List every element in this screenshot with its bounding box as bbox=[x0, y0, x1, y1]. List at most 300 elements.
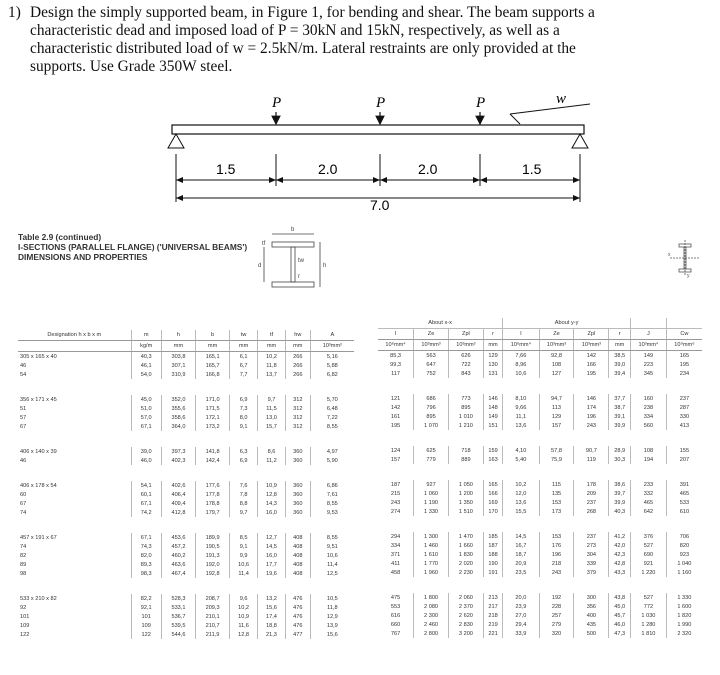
table-cell: 130 bbox=[483, 360, 502, 369]
table-cell: 767 bbox=[390, 630, 401, 637]
table-cell: 209,3 bbox=[196, 603, 230, 612]
table-cell: 54,0 bbox=[131, 370, 161, 379]
table-cell: 895 bbox=[414, 412, 449, 421]
table-cell: 360 bbox=[285, 481, 310, 490]
table-cell: 477 bbox=[285, 630, 310, 639]
table-row bbox=[18, 621, 354, 630]
col-iy: I bbox=[503, 329, 539, 340]
table-cell: 625 bbox=[414, 446, 449, 455]
table-cell: 16,0 bbox=[258, 551, 286, 560]
table-cell: 146 bbox=[574, 394, 609, 403]
group-spacer bbox=[18, 517, 354, 533]
unit-iy: 10⁶mm⁴ bbox=[503, 340, 539, 351]
table-row bbox=[378, 507, 702, 516]
table-cell: 307,1 bbox=[161, 361, 195, 370]
table-cell: 23,9 bbox=[503, 602, 539, 611]
table-cell: 544,6 bbox=[161, 630, 195, 639]
table-cell: 402,6 bbox=[161, 481, 195, 490]
table-cell: 6,1 bbox=[230, 352, 258, 362]
table-cell: 1 820 bbox=[666, 611, 702, 620]
table-cell: 46 bbox=[20, 457, 27, 464]
table-row bbox=[378, 498, 702, 507]
table-cell: 157 bbox=[390, 456, 401, 463]
beam-figure bbox=[0, 92, 720, 212]
table-cell: 7,8 bbox=[230, 490, 258, 499]
table-cell: 213 bbox=[483, 593, 502, 602]
table-cell: 9,6 bbox=[230, 594, 258, 603]
table-cell: 163 bbox=[483, 455, 502, 464]
table-cell: 458 bbox=[390, 569, 401, 576]
table-cell: 12,0 bbox=[503, 489, 539, 498]
table-cell: 467,4 bbox=[161, 569, 195, 578]
table-cell: 752 bbox=[414, 369, 449, 378]
table-cell: 195 bbox=[390, 422, 401, 429]
table-cell: 1 280 bbox=[631, 620, 667, 629]
table-cell: 360 bbox=[285, 499, 310, 508]
table-row bbox=[378, 541, 702, 550]
table-cell: 159 bbox=[483, 446, 502, 455]
table-cell: 177,6 bbox=[196, 481, 230, 490]
unit-rx: mm bbox=[483, 340, 502, 351]
table-cell: 38,5 bbox=[609, 351, 631, 361]
col-zey: Ze bbox=[539, 329, 574, 340]
span-label-3: 2.0 bbox=[418, 161, 438, 177]
table-cell: 191 bbox=[483, 568, 502, 577]
table-cell: 334 bbox=[631, 412, 667, 421]
table-cell: 8,8 bbox=[230, 499, 258, 508]
table-cell: 320 bbox=[539, 629, 574, 638]
table-cell: 237 bbox=[574, 532, 609, 541]
unit-ix: 10⁶mm⁴ bbox=[378, 340, 414, 351]
group-spacer bbox=[378, 577, 702, 593]
distributed-load bbox=[510, 104, 590, 124]
table-cell: 408 bbox=[285, 551, 310, 560]
problem-line-1: Design the simply supported beam, in Figure 1, for bending and shear. The beam supports a bbox=[30, 4, 595, 21]
table-cell: 1 010 bbox=[448, 412, 483, 421]
table-cell: 108 bbox=[539, 360, 574, 369]
table-cell: 14,3 bbox=[258, 499, 286, 508]
table-cell: 192,8 bbox=[196, 569, 230, 578]
table-cell: 690 bbox=[631, 550, 667, 559]
table-row bbox=[18, 490, 354, 499]
col-h: h bbox=[161, 330, 195, 341]
table-cell: 1 070 bbox=[414, 421, 449, 430]
table-cell: 17,4 bbox=[258, 612, 286, 621]
table-cell: 660 bbox=[390, 621, 401, 628]
table-cell: 11,1 bbox=[503, 412, 539, 421]
table-row bbox=[18, 370, 354, 379]
table-row bbox=[18, 612, 354, 621]
table-cell: 60 bbox=[20, 491, 27, 498]
table-cell: 122 bbox=[20, 631, 30, 638]
table-cell: 1 510 bbox=[448, 507, 483, 516]
table-cell: 38,7 bbox=[609, 403, 631, 412]
table-cell: 1 200 bbox=[448, 489, 483, 498]
table-row bbox=[378, 489, 702, 498]
table-cell: 360 bbox=[285, 508, 310, 517]
table-row bbox=[18, 594, 354, 603]
table-cell: 539,5 bbox=[161, 621, 195, 630]
table-cell: 8,55 bbox=[310, 499, 354, 508]
table-cell: 1 330 bbox=[666, 593, 702, 602]
group-spacer bbox=[18, 465, 354, 481]
unit-zey: 10³mm³ bbox=[539, 340, 574, 351]
table-cell: 243 bbox=[539, 568, 574, 577]
table-cell: 89 bbox=[20, 561, 27, 568]
table-cell: 11,4 bbox=[310, 560, 354, 569]
table-cell: 1 830 bbox=[448, 550, 483, 559]
table-cell: 5,16 bbox=[310, 352, 354, 362]
table-cell: 208,7 bbox=[196, 594, 230, 603]
group-spacer bbox=[378, 464, 702, 480]
table-cell: 166 bbox=[483, 489, 502, 498]
table-cell: 39,0 bbox=[131, 447, 161, 456]
table-cell: 7,6 bbox=[230, 481, 258, 490]
table-cell: 352,0 bbox=[161, 395, 195, 404]
table-cell: 411 bbox=[391, 560, 401, 567]
table-cell: 563 bbox=[414, 351, 449, 361]
unit-designation bbox=[18, 341, 131, 352]
table-cell: 191,3 bbox=[196, 551, 230, 560]
table-cell: 8,55 bbox=[310, 422, 354, 431]
table-cell: 99,3 bbox=[390, 361, 401, 368]
i-section-sketch bbox=[254, 222, 330, 302]
table-cell: 16,0 bbox=[258, 508, 286, 517]
table-cell: 165,1 bbox=[196, 352, 230, 362]
table-cell: 15,6 bbox=[310, 630, 354, 639]
table-cell: 465 bbox=[631, 498, 667, 507]
table-cell: 218 bbox=[539, 559, 574, 568]
table-row bbox=[18, 499, 354, 508]
unit-b: mm bbox=[196, 341, 230, 352]
table-cell: 406,4 bbox=[161, 490, 195, 499]
table-cell: 177,8 bbox=[196, 490, 230, 499]
table-cell: 6,9 bbox=[230, 395, 258, 404]
table-cell: 238 bbox=[631, 403, 667, 412]
table-cell: 74,2 bbox=[131, 508, 161, 517]
table-row bbox=[378, 455, 702, 464]
table-cell: 74 bbox=[20, 543, 27, 550]
table-cell: 536,7 bbox=[161, 612, 195, 621]
point-load-1 bbox=[271, 95, 281, 124]
table-cell: 51 bbox=[20, 405, 27, 412]
table-cell: 42,8 bbox=[609, 559, 631, 568]
unit-a: 10³mm² bbox=[310, 341, 354, 352]
table-cell: 228 bbox=[539, 602, 574, 611]
col-cw: Cw bbox=[666, 329, 702, 340]
table-cell: 371 bbox=[390, 551, 401, 558]
table-cell: 1 160 bbox=[666, 568, 702, 577]
table-row bbox=[378, 403, 702, 412]
table-cell: 921 bbox=[631, 559, 667, 568]
table-row bbox=[18, 422, 354, 431]
table-cell: 533 bbox=[666, 498, 702, 507]
table-cell: 12,7 bbox=[258, 533, 286, 542]
table-cell: 142 bbox=[574, 351, 609, 361]
table-cell: 1 990 bbox=[666, 620, 702, 629]
table-row bbox=[378, 360, 702, 369]
table-cell: 67,1 bbox=[131, 422, 161, 431]
left-support bbox=[168, 134, 184, 148]
table-cell: 160 bbox=[631, 394, 667, 403]
table-cell: 7,7 bbox=[230, 370, 258, 379]
table-cell: 6,7 bbox=[230, 361, 258, 370]
table-cell: 17,7 bbox=[258, 560, 286, 569]
table-row bbox=[18, 533, 354, 542]
axis-x-label: x bbox=[668, 252, 671, 258]
table-cell: 122 bbox=[131, 630, 161, 639]
col-tf: tf bbox=[258, 330, 286, 341]
table-row bbox=[18, 551, 354, 560]
table-cell: 54 bbox=[20, 371, 27, 378]
table-cell: 188 bbox=[483, 550, 502, 559]
table-row bbox=[18, 508, 354, 517]
table-cell: 14,5 bbox=[503, 532, 539, 541]
table-cell: 13,2 bbox=[258, 594, 286, 603]
table-cell: 1 800 bbox=[414, 593, 449, 602]
table-cell: 185 bbox=[483, 532, 502, 541]
table-cell: 345 bbox=[631, 369, 667, 378]
table-cell: 268 bbox=[574, 507, 609, 516]
table-cell: 10,6 bbox=[230, 560, 258, 569]
table-cell: 6,82 bbox=[310, 370, 354, 379]
table-cell: 148 bbox=[483, 403, 502, 412]
table-cell: 101 bbox=[131, 612, 161, 621]
col-zplx: Zpl bbox=[448, 329, 483, 340]
unit-j: 10³mm⁴ bbox=[631, 340, 667, 351]
table-row bbox=[18, 603, 354, 612]
table-cell: 15,6 bbox=[258, 603, 286, 612]
table-cell: 27,0 bbox=[503, 611, 539, 620]
table-row bbox=[378, 369, 702, 378]
table-row bbox=[18, 361, 354, 370]
table-cell: 13,6 bbox=[503, 498, 539, 507]
table-cell: 2 060 bbox=[448, 593, 483, 602]
table-cell: 8,96 bbox=[503, 360, 539, 369]
table-cell: 13,7 bbox=[258, 370, 286, 379]
table-cell: 89,3 bbox=[131, 560, 161, 569]
table-row bbox=[18, 542, 354, 551]
table-cell: 364,0 bbox=[161, 422, 195, 431]
table-cell: 779 bbox=[414, 455, 449, 464]
table-cell: 40,3 bbox=[609, 507, 631, 516]
table-cell: 2 080 bbox=[414, 602, 449, 611]
table-cell: 718 bbox=[448, 446, 483, 455]
table-row bbox=[18, 456, 354, 465]
table-cell: 243 bbox=[390, 499, 401, 506]
table-cell: 1 330 bbox=[414, 507, 449, 516]
table-cell: 2 230 bbox=[448, 568, 483, 577]
group-about-x: About x-x bbox=[378, 318, 503, 329]
table-cell: 279 bbox=[539, 620, 574, 629]
table-cell: 187 bbox=[483, 541, 502, 550]
table-cell: 391 bbox=[666, 480, 702, 489]
table-cell: 92,1 bbox=[131, 603, 161, 612]
table-cell: 773 bbox=[448, 394, 483, 403]
table-cell: 409,4 bbox=[161, 499, 195, 508]
table-cell: 135 bbox=[539, 489, 574, 498]
table-cell: 772 bbox=[631, 602, 667, 611]
table-cell: 18,7 bbox=[503, 550, 539, 559]
table-cell: 215 bbox=[390, 490, 401, 497]
group-blank-cw bbox=[666, 318, 702, 329]
col-designation: Designation h x b x m bbox=[18, 330, 131, 341]
table-cell: 196 bbox=[539, 550, 574, 559]
table-cell: 155 bbox=[666, 446, 702, 455]
table-row bbox=[378, 568, 702, 577]
sketch-b-label: b bbox=[291, 227, 295, 233]
table-cell: 10,6 bbox=[503, 369, 539, 378]
table-cell: 13,0 bbox=[258, 413, 286, 422]
table-cell: 217 bbox=[483, 602, 502, 611]
table-cell: 5,88 bbox=[310, 361, 354, 370]
table-cell: 610 bbox=[666, 507, 702, 516]
table-cell: 18,8 bbox=[258, 621, 286, 630]
udl-label: w bbox=[556, 92, 567, 107]
table-cell: 1 060 bbox=[414, 489, 449, 498]
table-cell: 465 bbox=[666, 489, 702, 498]
table-cell: 39,1 bbox=[609, 412, 631, 421]
table-cell: 109 bbox=[20, 622, 30, 629]
caption-line-2: I-SECTIONS (PARALLEL FLANGE) ('UNIVERSAL BEAMS') bbox=[18, 242, 248, 252]
table-cell: 457 x 191 x 67 bbox=[20, 534, 57, 541]
table-cell: 119 bbox=[574, 455, 609, 464]
table-cell: 402,3 bbox=[161, 456, 195, 465]
left-table-body bbox=[18, 352, 354, 640]
table-cell: 9,51 bbox=[310, 542, 354, 551]
table-cell: 11,6 bbox=[230, 621, 258, 630]
table-cell: 19,6 bbox=[258, 569, 286, 578]
table-cell: 57,0 bbox=[131, 413, 161, 422]
table-cell: 171,0 bbox=[196, 395, 230, 404]
group-spacer bbox=[378, 430, 702, 446]
table-cell: 218 bbox=[483, 611, 502, 620]
table-row bbox=[18, 447, 354, 456]
table-cell: 39,7 bbox=[609, 489, 631, 498]
table-cell: 6,9 bbox=[230, 456, 258, 465]
span-label-2: 2.0 bbox=[318, 161, 338, 177]
table-cell: 5,90 bbox=[310, 456, 354, 465]
table-row bbox=[378, 559, 702, 568]
table-cell: 23,5 bbox=[503, 568, 539, 577]
table-cell: 237 bbox=[666, 394, 702, 403]
right-support bbox=[572, 134, 588, 148]
table-row bbox=[378, 446, 702, 455]
table-cell: 237 bbox=[574, 498, 609, 507]
problem-line-3: characteristic distributed load of w = 2.5kN/m. Lateral restraints are only provided at the bbox=[30, 40, 576, 57]
table-cell: 626 bbox=[448, 351, 483, 361]
table-cell: 165 bbox=[483, 480, 502, 489]
table-cell: 67 bbox=[20, 500, 27, 507]
table-cell: 330 bbox=[666, 412, 702, 421]
table-cell: 1 350 bbox=[448, 498, 483, 507]
table-cell: 339 bbox=[574, 559, 609, 568]
table-cell: 2 370 bbox=[448, 602, 483, 611]
table-cell: 41,2 bbox=[609, 532, 631, 541]
table-cell: 11,8 bbox=[258, 361, 286, 370]
table-cell: 476 bbox=[285, 603, 310, 612]
table-cell: 312 bbox=[285, 395, 310, 404]
table-row bbox=[18, 560, 354, 569]
table-cell: 57,8 bbox=[539, 446, 574, 455]
table-cell: 12,9 bbox=[310, 612, 354, 621]
col-j: J bbox=[631, 329, 667, 340]
table-cell: 300 bbox=[574, 593, 609, 602]
table-row bbox=[378, 394, 702, 403]
table-cell: 527 bbox=[631, 541, 667, 550]
table-cell: 46,0 bbox=[609, 620, 631, 629]
table-cell: 157 bbox=[539, 421, 574, 430]
table-cell: 360 bbox=[285, 456, 310, 465]
unit-tf: mm bbox=[258, 341, 286, 352]
load-label-2: P bbox=[376, 95, 386, 111]
unit-zply: 10³mm³ bbox=[574, 340, 609, 351]
table-cell: 7,61 bbox=[310, 490, 354, 499]
table-cell: 642 bbox=[631, 507, 667, 516]
table-cell: 2 460 bbox=[414, 620, 449, 629]
unit-zplx: 10³mm³ bbox=[448, 340, 483, 351]
table-cell: 9,7 bbox=[258, 395, 286, 404]
table-cell: 528,3 bbox=[161, 594, 195, 603]
unit-ry: mm bbox=[609, 340, 631, 351]
table-cell: 67 bbox=[20, 423, 27, 430]
table-cell: 303,8 bbox=[161, 352, 195, 362]
total-length-label: 7.0 bbox=[370, 197, 390, 212]
table-row bbox=[378, 550, 702, 559]
table-cell: 108 bbox=[631, 446, 667, 455]
col-hw: hw bbox=[285, 330, 310, 341]
table-cell: 1 030 bbox=[631, 611, 667, 620]
table-cell: 30,3 bbox=[609, 455, 631, 464]
table-cell: 67,1 bbox=[131, 533, 161, 542]
table-cell: 358,6 bbox=[161, 413, 195, 422]
table-cell: 37,7 bbox=[609, 394, 631, 403]
table-cell: 895 bbox=[448, 403, 483, 412]
table-cell: 9,66 bbox=[503, 403, 539, 412]
table-cell: 13,6 bbox=[503, 421, 539, 430]
table-cell: 174 bbox=[574, 403, 609, 412]
table-cell: 192 bbox=[539, 593, 574, 602]
table-cell: 5,70 bbox=[310, 395, 354, 404]
table-cell: 310,9 bbox=[161, 370, 195, 379]
table-cell: 2 830 bbox=[448, 620, 483, 629]
table-row bbox=[18, 404, 354, 413]
table-cell: 553 bbox=[390, 603, 401, 610]
table-cell: 6,3 bbox=[230, 447, 258, 456]
table-cell: 294 bbox=[390, 533, 401, 540]
table-cell: 153 bbox=[539, 532, 574, 541]
table-cell: 195 bbox=[574, 369, 609, 378]
caption-line-3: DIMENSIONS AND PROPERTIES bbox=[18, 252, 148, 262]
load-label-1: P bbox=[272, 95, 282, 111]
table-cell: 211,9 bbox=[196, 630, 230, 639]
table-cell: 2 620 bbox=[448, 611, 483, 620]
table-cell: 92,8 bbox=[539, 351, 574, 361]
table-cell: 210,1 bbox=[196, 612, 230, 621]
table-cell: 219 bbox=[483, 620, 502, 629]
table-cell: 15,7 bbox=[258, 422, 286, 431]
table-row bbox=[378, 602, 702, 611]
table-row bbox=[18, 569, 354, 578]
table-cell: 39,0 bbox=[609, 360, 631, 369]
table-cell: 4,97 bbox=[310, 447, 354, 456]
table-cell: 796 bbox=[414, 403, 449, 412]
table-cell: 42,3 bbox=[609, 550, 631, 559]
table-cell: 98,3 bbox=[131, 569, 161, 578]
table-row bbox=[378, 593, 702, 602]
table-cell: 173,2 bbox=[196, 422, 230, 431]
table-cell: 90,7 bbox=[574, 446, 609, 455]
